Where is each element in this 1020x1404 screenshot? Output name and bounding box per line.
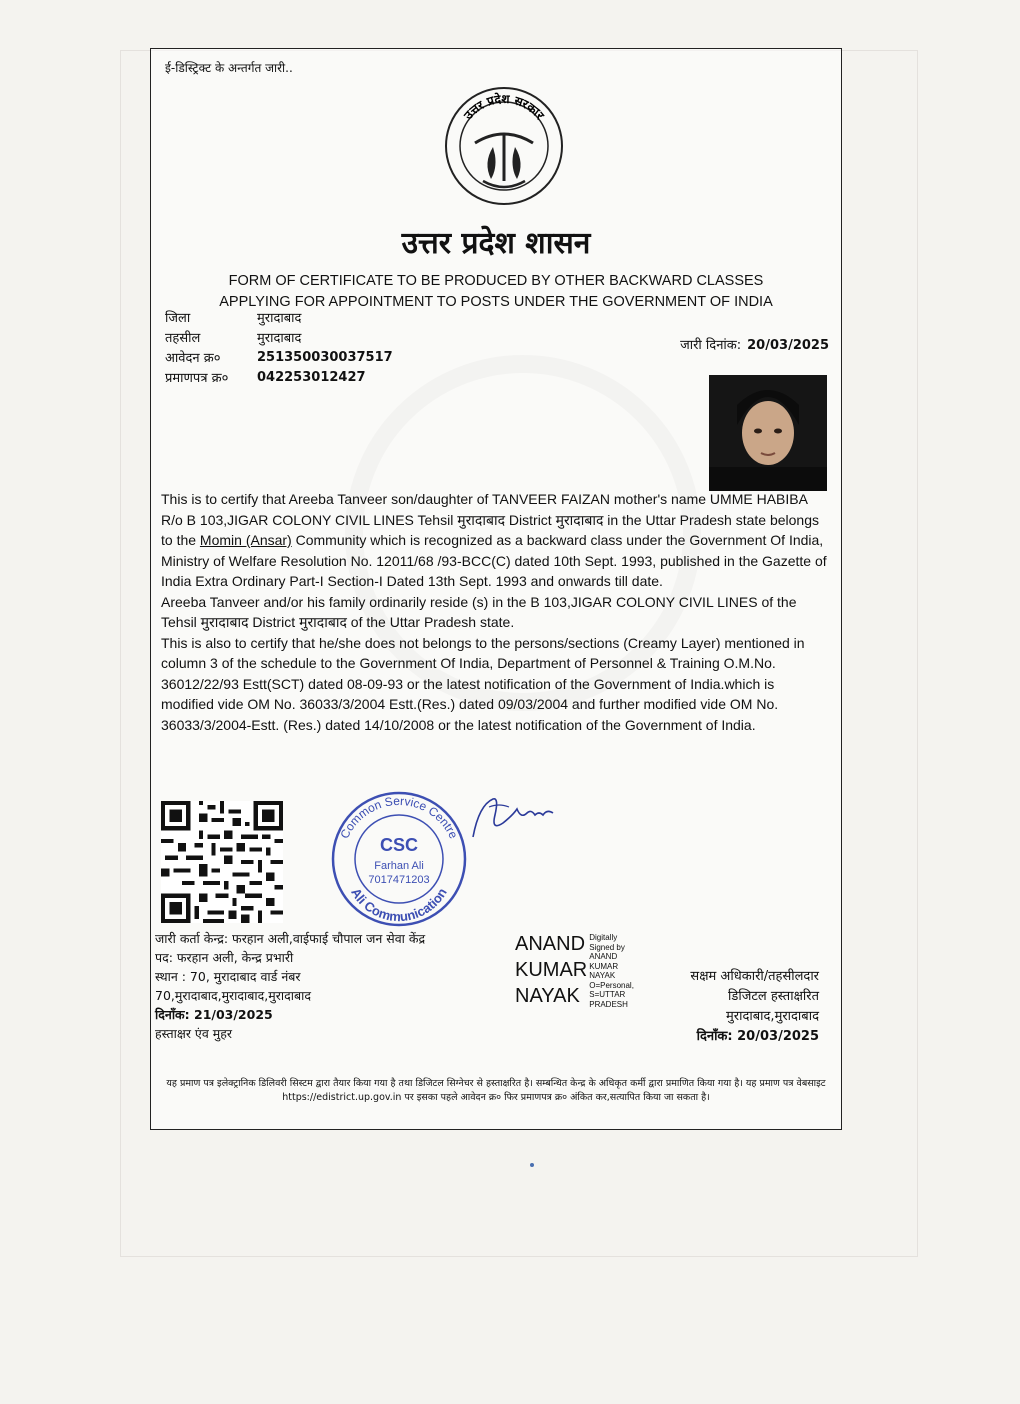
meta-label: आवेदन क्र० [165,351,221,366]
certificate-body [161,489,829,735]
paragraph-text: This is to certify that Areeba Tanveer son/daughter of TANVEER FAIZAN mother's name UMME HABIBA R/o B 103,JIGAR COLONY CIVIL LINES Tehsil मुरादाबाद District मुरादाबाद in the Uttar Pradesh state belongs to the [161,491,819,548]
meta-row-tehsil [165,327,393,347]
paragraph-text: Community which is recognized as a backward class under the Government Of India, Ministry of Welfare Resolution No. 12011/68 /93-BCC(C) dated 10th Sept. 1993, published in the Gazette of India Extra Ordinary Part-I Section-I Dated 13th Sept. 1993 and onwards till date. [161,532,827,589]
certificate-meta [165,307,393,387]
dsig-name-line: NAYAK [515,985,580,1007]
officer-line: दिनाँक: 20/03/2025 [696,1029,819,1044]
issuer-line: स्थान : 70, मुरादाबाद वार्ड नंबर [155,969,301,984]
meta-label: प्रमाणपत्र क्र० [165,371,229,386]
digital-signature-details [589,933,634,1009]
issuer-line: हस्ताक्षर एंव मुहर [155,1026,232,1041]
dsig-detail-line: S=UTTAR [589,990,626,999]
officer-line: मुरादाबाद,मुरादाबाद [726,1009,819,1024]
dsig-detail-line: NAYAK [589,971,616,980]
seal-name: Farhan Ali [374,860,424,872]
meta-label: तहसील [165,331,201,346]
issuer-line: पद: फरहान अली, केन्द्र प्रभारी [155,950,294,965]
dsig-detail-line: ANAND [589,952,618,961]
seal-center-text: CSC [379,835,419,855]
digital-signature [515,931,634,1009]
svg-text:Ali Communication [348,885,450,924]
meta-row-application-no [165,347,393,367]
dsig-detail-line: Digitally [589,933,618,942]
dsig-detail-line: PRADESH [589,999,628,1009]
issuer-line: दिनाँक: 21/03/2025 [155,1007,273,1022]
issuer-line: जारी कर्ता केन्द्र: फरहान अली,वाईफाई चौपाल जन सेवा केंद्र [155,931,426,946]
seal-phone: 7017471203 [368,874,430,886]
applicant-photo [709,375,827,491]
form-title-line-2: APPLYING FOR APPOINTMENT TO POSTS UNDER THE GOVERNMENT OF INDIA [219,294,773,310]
meta-row-certificate-no [165,367,393,387]
dsig-name-line: KUMAR [515,959,588,981]
issuing-centre [155,929,425,1043]
verification-footer: यह प्रमाण पत्र इलेक्ट्रानिक डिलिवरी सिस्टम द्वारा तैयार किया गया है तथा डिजिटल सिग्नेचर से हस्ताक्षरित है। सम्बन्धित केन्द्र के अधिकृत कर्मी द्वारा प्रमाणित किया गया है। यह प्रमाण पत्र वेबसाइट https://edistrict.up.gov.in पर इसका पहले आवेदन क्र० फिर प्रमाणपत्र क्र० अंकित कर,सत्यापित किया जा सकता है। [166,1078,826,1103]
meta-value: 251350030037517 [257,349,393,365]
community-name: Momin (Ansar) [199,532,292,548]
meta-value: मुरादाबाद [257,311,302,326]
issuer-line: 70,मुरादाबाद,मुरादाबाद,मुरादाबाद [155,988,311,1003]
meta-value: मुरादाबाद [257,331,302,346]
emblem-text: उत्तर प्रदेश सरकार [461,91,547,123]
dsig-name-line: ANAND [515,933,586,955]
meta-label: जिला [165,311,191,326]
csc-seal [329,789,469,929]
government-title: उत्तर प्रदेश शासन [401,226,591,261]
issue-date [680,335,829,353]
up-government-emblem [443,85,565,207]
dsig-detail-line: O=Personal, [589,980,634,990]
svg-text:Common Service Centre [337,794,461,841]
paragraph-community [161,489,829,592]
issue-date-label: जारी दिनांक: [680,338,742,353]
issue-date-value: 20/03/2025 [747,338,829,353]
signing-officer [690,967,819,1047]
form-title-line-1: FORM OF CERTIFICATE TO BE PRODUCED BY OTHER BACKWARD CLASSES [228,273,764,289]
paragraph-creamy-layer: This is also to certify that he/she does not belongs to the persons/sections (Creamy Layer) mentioned in column 3 of the schedule to the Government Of India, Department of Personnel & Training O.M.No. 36012/22/93 Estt(SCT) dated 08-09-93 or the latest notification of the Government of India.which is modified vide OM No. 36033/3/2004 Estt.(Res.) dated 09/03/2004 and further modified vide OM No. 36033/3/2004-Estt. (Res.) dated 14/10/2008 or the latest notification of the Government of India. [161,634,805,733]
handwritten-signature [469,785,559,845]
officer-line: डिजिटल हस्ताक्षरित [728,989,819,1004]
certificate [150,48,842,1130]
seal-ring-text: Common Service Centre [337,793,461,841]
header-note: ई-डिस्ट्रिक्ट के अन्तर्गत जारी.. [165,61,293,75]
officer-line: सक्षम अधिकारी/तहसीलदार [690,969,819,984]
qr-code [161,801,283,923]
seal-ring-bottom-text: Ali Communication [348,885,450,925]
meta-row-district [165,307,393,327]
dsig-detail-line: Signed by [589,942,625,952]
meta-value: 042253012427 [257,369,366,385]
digital-signature-name [515,931,587,1009]
paragraph-residence: Areeba Tanveer and/or his family ordinarily reside (s) in the B 103,JIGAR COLONY CIVIL LINES of the Tehsil मुरादाबाद District मुरादाबाद of the Uttar Pradesh state. [161,593,797,630]
dsig-detail-line: KUMAR [589,961,619,971]
ink-dot [530,1163,534,1167]
